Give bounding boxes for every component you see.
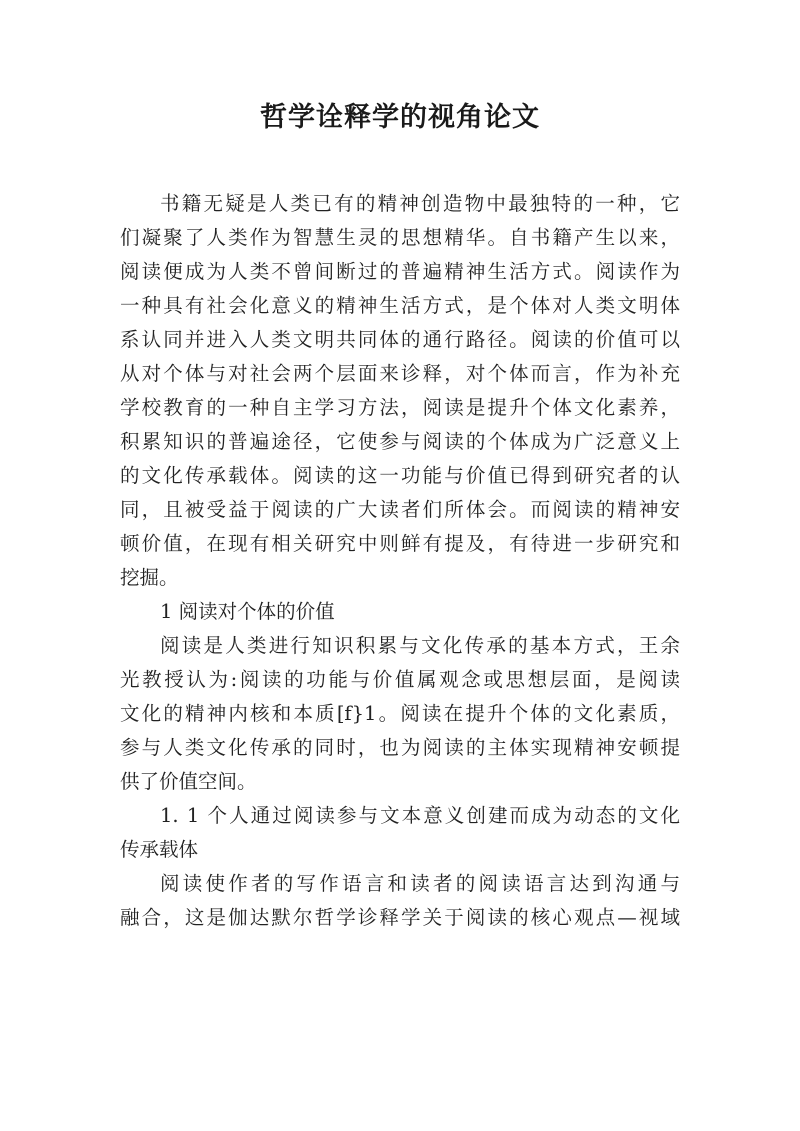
paragraph-line: 的文化传承载体。阅读的这一功能与价值已得到研究者的认 xyxy=(120,464,680,487)
paragraph-line: 书籍无疑是人类已有的精神创造物中最独特的一种，它 xyxy=(160,192,680,215)
paragraph-line: 顿价值，在现有相关研究中则鲜有提及，有待进一步研究和 xyxy=(120,532,680,555)
paragraph-line: 系认同并进入人类文明共同体的通行路径。阅读的价值可以 xyxy=(120,328,680,351)
section-heading: 1 阅读对个体的价值 xyxy=(160,600,335,623)
paragraph-line: 阅读是人类进行知识积累与文化传承的基本方式，王余 xyxy=(160,634,680,657)
paragraph-line: 从对个体与对社会两个层面来诊释，对个体而言，作为补充 xyxy=(120,362,680,385)
paragraph-line: 文化的精神内核和本质[f}1。阅读在提升个体的文化素质， xyxy=(120,702,680,725)
subsection-heading-continued: 传承载体 xyxy=(120,838,199,861)
document-title: 哲学诠释学的视角论文 xyxy=(260,102,540,133)
paragraph-line: 一种具有社会化意义的精神生活方式，是个体对人类文明体 xyxy=(120,294,680,317)
document-body xyxy=(120,187,680,935)
paragraph-line: 供了价值空间。 xyxy=(120,770,257,793)
paragraph-line: 积累知识的普遍途径，它使参与阅读的个体成为广泛意义上 xyxy=(120,430,680,453)
paragraph-line: 阅读使作者的写作语言和读者的阅读语言达到沟通与 xyxy=(160,872,680,895)
paragraph-line: 们凝聚了人类作为智慧生灵的思想精华。自书籍产生以来， xyxy=(120,226,680,249)
paragraph-line: 融合，这是伽达默尔哲学诊释学关于阅读的核心观点—视域 xyxy=(120,906,680,929)
paragraph-line: 参与人类文化传承的同时，也为阅读的主体实现精神安顿提 xyxy=(120,736,680,759)
paragraph-line: 同，且被受益于阅读的广大读者们所体会。而阅读的精神安 xyxy=(120,498,680,521)
paragraph-line: 阅读便成为人类不曾间断过的普遍精神生活方式。阅读作为 xyxy=(120,260,680,283)
subsection-heading: 1. 1 个人通过阅读参与文本意义创建而成为动态的文化 xyxy=(160,804,680,827)
paragraph-line: 学校教育的一种自主学习方法，阅读是提升个体文化素养， xyxy=(120,396,680,419)
paragraph-line: 光教授认为:阅读的功能与价值属观念或思想层面，是阅读 xyxy=(120,668,680,691)
paragraph-line: 挖掘。 xyxy=(120,566,179,589)
